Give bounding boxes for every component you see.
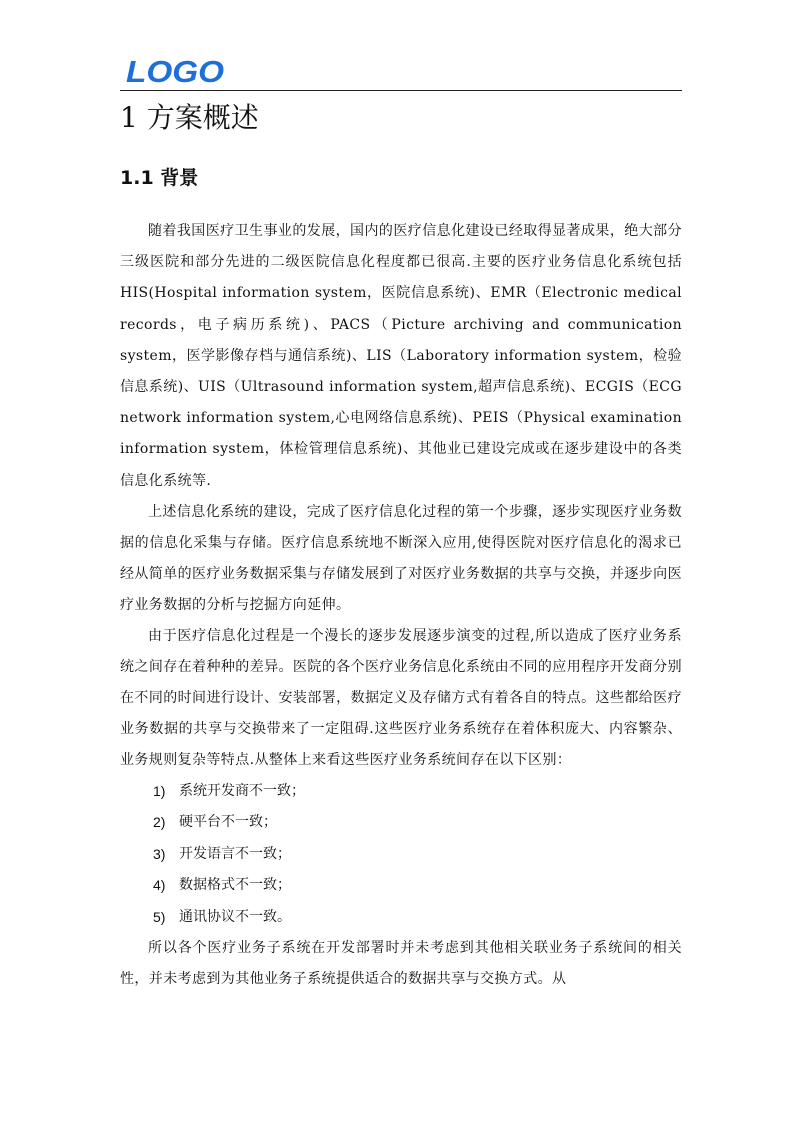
list-number: 3)	[153, 845, 166, 862]
paragraph: 所以各个医疗业务子系统在开发部署时并未考虑到其他相关联业务子系统间的相关性，并未考虑到为其他业务子系统提供适合的数据共享与交换方式。从	[120, 940, 682, 988]
paragraph: 上述信息化系统的建设，完成了医疗信息化过程的第一个步骤，逐步实现医疗业务数据的信息化采集与存储。医疗信息系统地不断深入应用,使得医院对医疗信息化的渴求已经从简单的医疗业务数据采集与存储发展到了对医疗业务数据的共享与交换，并逐步向医疗业务数据的分析与挖掘方向延伸。	[120, 503, 682, 613]
logo	[126, 56, 226, 86]
list-text: 开发语言不一致；	[179, 845, 291, 862]
list-text: 通讯协议不一致。	[179, 908, 291, 925]
list-number: 5)	[153, 908, 166, 925]
list-item	[120, 870, 682, 902]
list-item	[120, 902, 682, 934]
list-item	[120, 776, 682, 808]
logo-mark	[126, 56, 226, 86]
list-item	[120, 839, 682, 871]
document-body	[120, 216, 682, 995]
list-text: 数据格式不一致；	[179, 877, 291, 894]
list-number: 4)	[153, 877, 166, 894]
subsection-title: 1.1 背景	[120, 167, 199, 189]
list-text: 系统开发商不一致；	[179, 782, 305, 799]
list-item	[120, 807, 682, 839]
section-title: 1 方案概述	[120, 101, 259, 134]
logo-text: LOGO	[126, 56, 224, 86]
header-divider	[120, 90, 682, 91]
list-number: 2)	[153, 814, 166, 831]
paragraph: 由于医疗信息化过程是一个漫长的逐步发展逐步演变的过程,所以造成了医疗业务系统之间存在着种种的差异。医院的各个医疗业务信息化系统由不同的应用程序开发商分别在不同的时间进行设计、安装部署，数据定义及存储方式有着各自的特点。这些都给医疗业务数据的共享与交换带来了一定阻碍.这些医疗业务系统存在着体积庞大、内容繁杂、业务规则复杂等特点.从整体上来看这些医疗业务系统间存在以下区别：	[120, 627, 682, 768]
list-number: 1)	[153, 782, 166, 799]
paragraph: 随着我国医疗卫生事业的发展，国内的医疗信息化建设已经取得显著成果，绝大部分三级医院和部分先进的二级医院信息化程度都已很高.主要的医疗业务信息化系统包括HIS(Hospital information system，医院信息系统)、EMR（Electronic medical records，电子病历系统)、PACS（Picture archiving and communication system，医学影像存档与通信系统)、LIS（Laboratory information system，检验信息系统)、UIS（Ultrasound information system,超声信息系统)、ECGIS（ECG network information system,心电网络信息系统)、PEIS（Physical examination information system，体检管理信息系统)、其他业已建设完成或在逐步建设中的各类信息化系统等.	[120, 223, 682, 489]
difference-list	[120, 776, 682, 934]
list-text: 硬平台不一致；	[179, 814, 277, 831]
